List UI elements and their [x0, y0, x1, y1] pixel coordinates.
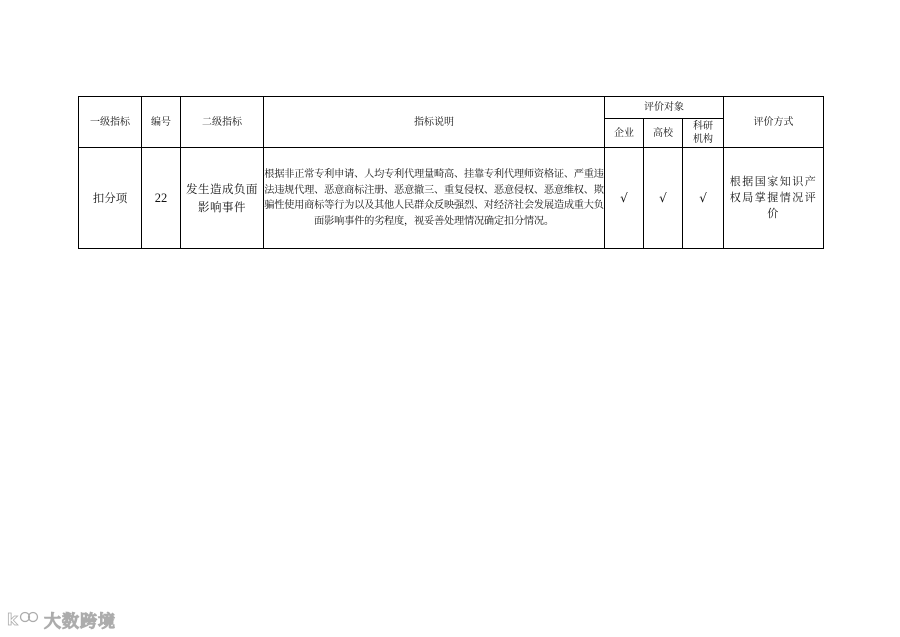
cell-research-check: √ [683, 148, 724, 249]
watermark-logo-icon [6, 608, 40, 630]
watermark [6, 608, 116, 630]
cell-enterprise-check: √ [605, 148, 644, 249]
cell-description: 根据非正常专利申请、人均专利代理量畸高、挂靠专利代理师资格证、严重违法违规代理、恶意商标注册、恶意撤三、重复侵权、恶意侵权、恶意维权、欺骗性使用商标等行为以及其他人民群众反映强烈、对经济社会发展造成重大负面影响事件的劣程度，视妥善处理情况确定扣分情况。 [264, 148, 605, 249]
header-level2: 二级指标 [181, 97, 264, 148]
header-targets-group: 评价对象 [605, 97, 724, 119]
header-level1: 一级指标 [79, 97, 142, 148]
header-description: 指标说明 [264, 97, 605, 148]
header-target-enterprise: 企业 [605, 119, 644, 148]
header-target-research: 科研机构 [683, 119, 724, 148]
cell-level2: 发生造成负面影响事件 [181, 148, 264, 249]
header-number: 编号 [142, 97, 181, 148]
cell-method: 根据国家知识产权局掌握情况评价 [724, 148, 824, 249]
cell-university-check: √ [644, 148, 683, 249]
header-method: 评价方式 [724, 97, 824, 148]
evaluation-indicator-table [78, 96, 824, 249]
header-row-1 [79, 97, 824, 119]
watermark-text: 大数跨境 [44, 611, 116, 632]
cell-level1: 扣分项 [79, 148, 142, 249]
header-target-university: 高校 [644, 119, 683, 148]
cell-number: 22 [142, 148, 181, 249]
svg-text:k: k [7, 610, 18, 629]
table-row [79, 148, 824, 249]
